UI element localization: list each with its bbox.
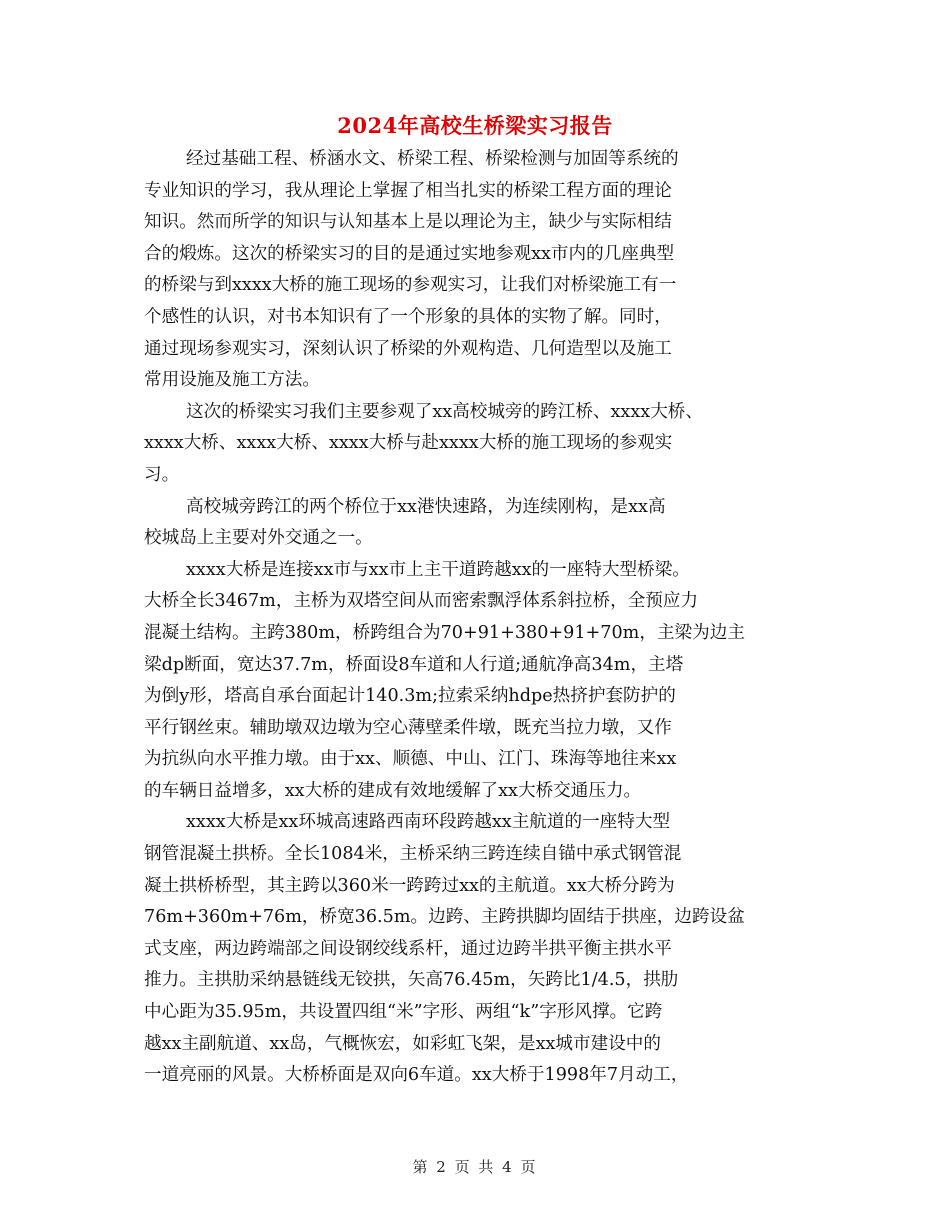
- text-line: 专业知识的学习，我从理论上掌握了相当扎实的桥梁工程方面的理论: [144, 180, 672, 201]
- paragraph-2: [144, 397, 826, 492]
- page-footer: 第 2 页 共 4 页: [412, 1158, 538, 1176]
- text-line: 这次的桥梁实习我们主要参观了xx高校城旁的跨江桥、xxxx大桥、: [186, 401, 703, 422]
- text-line: 76m+360m+76m，桥宽36.5m。边跨、主跨拱脚均固结于拱座，边跨设盆: [144, 907, 745, 928]
- text-line: 梁dp断面，宽达37.7m，桥面设8车道和人行道;通航净高34m，主塔: [144, 654, 684, 675]
- text-line: 经过基础工程、桥涵水文、桥梁工程、桥梁检测与加固等系统的: [186, 149, 679, 169]
- text-line: 为抗纵向水平推力墩。由于xx、顺德、中山、江门、珠海等地往来xx: [144, 749, 677, 770]
- text-line: 高校城旁跨江的两个桥位于xx港快速路，为连续刚构，是xx高: [186, 496, 666, 517]
- text-line: 的车辆日益增多，xx大桥的建成有效地缓解了xx大桥交通压力。: [144, 780, 642, 801]
- text-line: 一道亮丽的风景。大桥桥面是双向6车道。xx大桥于1998年7月动工，: [144, 1065, 689, 1086]
- text-line: 大桥全长3467m，主桥为双塔空间从而密索飘浮体系斜拉桥，全预应力: [144, 591, 699, 612]
- text-line: xxxx大桥是连接xx市与xx市上主干道跨越xx的一座特大型桥梁。: [186, 559, 690, 580]
- text-line: 通过现场参观实习，深刻认识了桥梁的外观构造、几何造型以及施工: [144, 338, 672, 359]
- text-line: xxxx大桥是xx环城高速路西南环段跨越xx主航道的一座特大型: [186, 812, 671, 833]
- text-line: 凝土拱桥桥型，其主跨以360米一跨跨过xx的主航道。xx大桥分跨为: [144, 875, 675, 896]
- document-body: [144, 144, 826, 1092]
- text-line: 推力。主拱肋采纳悬链线无铰拱，矢高76.45m，矢跨比1/4.5，拱肋: [144, 970, 679, 991]
- text-line: 为倒y形，塔高自承台面起计140.3m;拉索采纳hdpe热挤护套防护的: [144, 686, 676, 707]
- text-line: 知识。然而所学的知识与认知基本上是以理论为主，缺少与实际相结: [144, 212, 672, 233]
- paragraph-1: [144, 144, 826, 397]
- text-line: 中心距为35.95m，共设置四组“米”字形、两组“k”字形风撑。它跨: [144, 1002, 663, 1023]
- text-line: 合的煅炼。这次的桥梁实习的目的是通过实地参观xx市内的几座典型: [144, 243, 675, 264]
- text-line: 钢管混凝土拱桥。全长1084米，主桥采纳三跨连续自锚中承式钢管混: [144, 844, 682, 865]
- text-line: 的桥梁与到xxxx大桥的施工现场的参观实习，让我们对桥梁施工有一: [144, 275, 677, 296]
- text-line: 平行钢丝束。辅助墩双边墩为空心薄壁柔件墩，既充当拉力墩，又作: [144, 717, 672, 738]
- paragraph-3: [144, 492, 826, 555]
- paragraph-4: [144, 555, 826, 808]
- text-line: 个感性的认识，对书本知识有了一个形象的具体的实物了解。同时，: [144, 306, 672, 327]
- text-line: 常用设施及施工方法。: [144, 370, 320, 391]
- text-line: 式支座，两边跨端部之间设钢绞线系杆，通过边跨半拱平衡主拱水平: [144, 938, 672, 959]
- text-line: 越xx主副航道、xx岛，气概恢宏，如彩虹飞架，是xx城市建设中的: [144, 1033, 661, 1054]
- text-line: xxxx大桥、xxxx大桥、xxxx大桥与赴xxxx大桥的施工现场的参观实: [144, 433, 673, 454]
- document-title: 2024年高校生桥梁实习报告: [337, 113, 613, 138]
- text-line: 习。: [144, 464, 180, 485]
- text-line: 校城岛上主要对外交通之一。: [144, 528, 373, 549]
- text-line: 混凝土结构。主跨380m，桥跨组合为70+91+380+91+70m，主梁为边主: [144, 622, 745, 643]
- paragraph-5: [144, 807, 826, 1091]
